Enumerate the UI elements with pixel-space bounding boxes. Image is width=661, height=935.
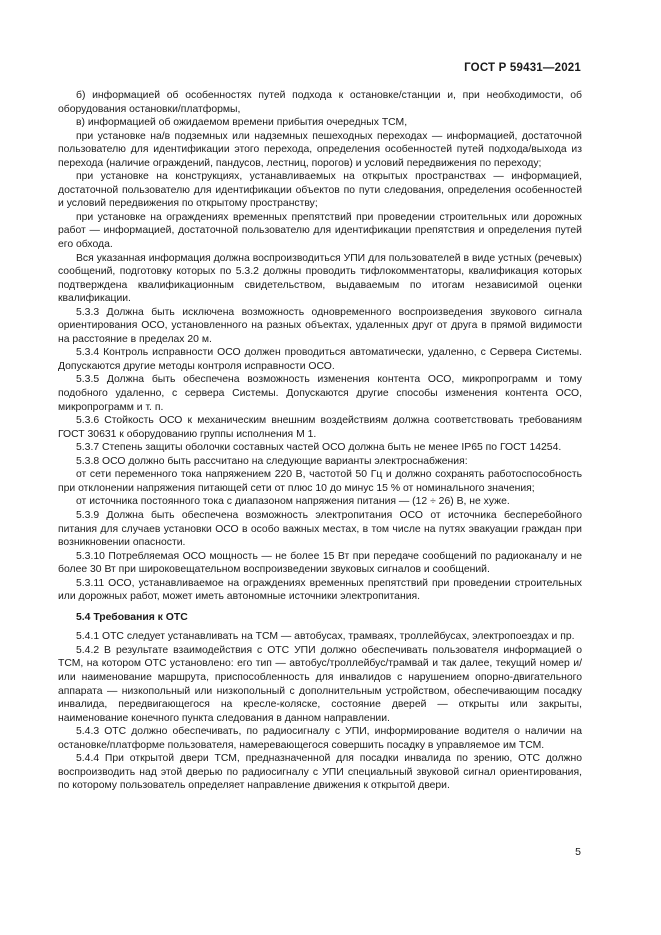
paragraph: 5.4.3 ОТС должно обеспечивать, по радиосигналу с УПИ, информирование водителя о наличии на остановке/платформе пользователя, намеревающегося совершить посадку в управляемое им ТСМ.: [58, 726, 582, 751]
section-heading: 5.4 Требования к ОТС: [76, 611, 188, 623]
paragraph: при установке на/в подземных или надземных пешеходных переходах — информацией, достаточной пользователю для идентификации этого перехода, определения особенностей путей подхода/выхода из перехода (наличие ограждений, пандусов, лестниц, порогов) и условий передвижения по переходу;: [58, 130, 582, 169]
paragraph: в) информацией об ожидаемом времени прибытия очередных ТСМ,: [76, 117, 408, 129]
paragraph: 5.3.5 Должна быть обеспечена возможность изменения контента ОСО, микропрограмм и тому подобного удаленно, с сервера Системы. Допускаются другие способы изменения контента ОСО, микропрограмм и т. п.: [58, 374, 582, 413]
paragraph: 5.3.9 Должна быть обеспечена возможность электропитания ОСО от источника бесперебойного питания для случаев установки ОСО в особо важных местах, в том числе на путях эвакуации граждан при возникновении опасности.: [58, 509, 582, 549]
document-body: [58, 89, 582, 793]
paragraph: 5.3.3 Должна быть исключена возможность одновременного воспроизведения звукового сигнала ориентирования ОСО, установленного на разных объектах, удаленных друг от друга в прямой видимости на расстояние в пределах 20 м.: [58, 306, 582, 345]
paragraph: 5.4.2 В результате взаимодействия с ОТС УПИ должно обеспечивать пользователя информацией о ТСМ, на котором ОТС установлено: его тип — автобус/троллейбус/трамвай и так далее, текущий номер и/или наименование маршрута, приспособленность для инвалидов с нарушением опорно-двигательного аппарата — низкопольный или низкопольный с дополнительным устройством, обеспечивающим посадку инвалида, передвигающегося на кресле-коляске, состояние дверей — открыты или закрыты, наименование конечного пункта следования в данном направлении.: [58, 644, 582, 724]
paragraph: 5.3.11 ОСО, устанавливаемое на ограждениях временных препятствий при проведении строительных или дорожных работ, может иметь автономные источники электропитания.: [58, 577, 582, 603]
paragraph: от сети переменного тока напряжением 220 В, частотой 50 Гц и должно сохранять работоспособность при отклонении напряжения питающей сети от плюс 10 до минус 15 % от номинального значения;: [58, 469, 582, 494]
paragraph: 5.4.1 ОТС следует устанавливать на ТСМ — автобусах, трамваях, троллейбусах, электропоездах и пр.: [76, 631, 575, 643]
paragraph: 5.3.6 Стойкость ОСО к механическим внешним воздействиям должна соответствовать требованиям ГОСТ 30631 к оборудованию группы исполнения М 1.: [58, 415, 582, 440]
paragraph: 5.4.4 При открытой двери ТСМ, предназначенной для посадки инвалида по зрению, ОТС должно воспроизводить над этой дверью по радиосигналу с УПИ специальный звуковой сигнал ориентирования, по которому пользователь определяет направление движения к открытой двери.: [58, 753, 582, 792]
paragraph: при установке на ограждениях временных препятствий при проведении строительных или дорожных работ — информацией, достаточной пользователю для идентификации препятствия и определения путей его обхода.: [58, 211, 582, 251]
paragraph: б) информацией об особенностях путей подхода к остановке/станции и, при необходимости, об оборудования остановки/платформы,: [58, 90, 582, 115]
paragraph: Вся указанная информация должна воспроизводиться УПИ для пользователей в виде устных (речевых) сообщений, подготовку которых по 5.3.2 должны проводить тифлокомментаторы, квалификация которых подтверждена квалификационным свидетельством, выдаваемым по итогам независимой оценки квалификации.: [58, 252, 582, 305]
paragraph: 5.3.7 Степень защиты оболочки составных частей ОСО должна быть не менее IP65 по ГОСТ 14254.: [76, 442, 562, 454]
page-header: ГОСТ Р 59431—2021: [464, 62, 581, 74]
paragraph: при установке на конструкциях, устанавливаемых на открытых пространствах — информацией, достаточной пользователю для идентификации объектов по пути следования, определения особенностей и условий передвижения по открытому пространству;: [58, 171, 582, 210]
paragraph: 5.3.8 ОСО должно быть рассчитано на следующие варианты электроснабжения:: [76, 455, 468, 467]
paragraph: 5.3.4 Контроль исправности ОСО должен проводиться автоматически, удаленно, с Сервера Системы. Допускаются другие методы контроля исправности ОСО.: [58, 347, 582, 372]
paragraph: от источника постоянного тока с диапазоном напряжения питания — (12 ÷ 26) В, не хуже.: [76, 496, 510, 508]
paragraph: 5.3.10 Потребляемая ОСО мощность — не более 15 Вт при передаче сообщений по радиоканалу и не более 30 Вт при широковещательном воспроизведении звуковых сигналов и сообщений.: [58, 550, 582, 576]
page-number: 5: [575, 846, 581, 858]
